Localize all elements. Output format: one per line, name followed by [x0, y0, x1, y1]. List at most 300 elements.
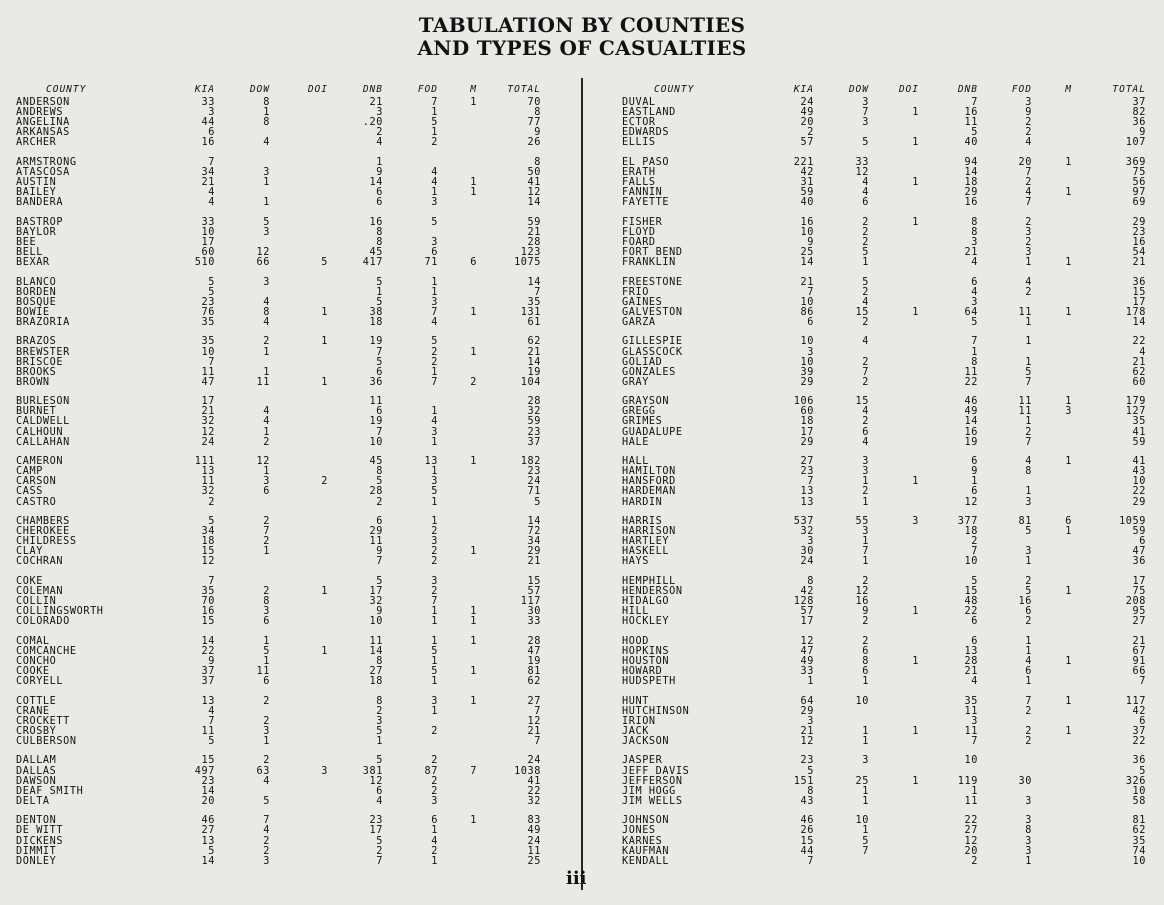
dow-cell: 1 [263, 177, 270, 189]
county-name: JACKSON [622, 735, 670, 747]
dow-cell: 33 [855, 156, 869, 168]
kia-cell: 47 [800, 645, 814, 657]
dnb-cell: 6 [376, 197, 383, 209]
total-cell: 97 [1132, 187, 1146, 199]
kia-cell: 10 [800, 296, 814, 308]
county-group [614, 158, 1154, 208]
kia-cell: 12 [800, 635, 814, 647]
dow-cell: 1 [862, 476, 869, 488]
table-row [614, 158, 1154, 168]
dow-cell: 2 [263, 585, 270, 597]
dnb-cell: 18 [369, 316, 383, 328]
kia-cell: 21 [201, 177, 215, 189]
kia-cell: 221 [793, 156, 814, 168]
dnb-cell: 5 [376, 835, 383, 847]
dow-cell: 1 [862, 676, 869, 688]
kia-cell: 33 [201, 216, 215, 228]
fod-cell: 1 [1025, 855, 1032, 867]
m-cell: 1 [1065, 187, 1072, 199]
total-cell: 208 [1125, 596, 1146, 608]
county-name: CONCHO [16, 655, 57, 667]
table-row [614, 837, 1154, 847]
county-name: GRIMES [622, 416, 663, 428]
dnb-cell: 1 [376, 286, 383, 298]
dnb-cell: 8 [376, 655, 383, 667]
table-row [614, 318, 1154, 328]
county-group [10, 218, 570, 268]
dow-cell: 3 [862, 466, 869, 478]
county-name: BEXAR [16, 257, 50, 269]
dow-cell: 1 [263, 366, 270, 378]
dnb-cell: 4 [376, 137, 383, 149]
total-cell: 10 [1132, 476, 1146, 488]
header-m: M [1065, 84, 1072, 95]
m-cell: 1 [470, 635, 477, 647]
dnb-cell: 10 [964, 755, 978, 767]
doi-cell: 1 [912, 606, 919, 618]
table-row [614, 498, 1154, 508]
county-name: BURLESON [16, 396, 70, 408]
table-row [614, 857, 1154, 867]
right-table [614, 84, 1154, 876]
dnb-cell: 29 [964, 187, 978, 199]
table-row [10, 527, 570, 537]
dow-cell: 3 [263, 855, 270, 867]
dnb-cell: 49 [964, 406, 978, 418]
table-row [10, 188, 570, 198]
fod-cell: 1 [1025, 316, 1032, 328]
kia-cell: 9 [208, 655, 215, 667]
total-cell: 75 [1132, 166, 1146, 178]
kia-cell: 23 [201, 296, 215, 308]
total-cell: 36 [1132, 755, 1146, 767]
table-row [614, 756, 1154, 766]
kia-cell: 22 [201, 645, 215, 657]
total-cell: 21 [527, 346, 541, 358]
kia-cell: 49 [800, 655, 814, 667]
dnb-cell: 3 [376, 715, 383, 727]
dow-cell: 2 [862, 316, 869, 328]
county-name: COLEMAN [16, 585, 64, 597]
dnb-cell: 21 [964, 247, 978, 258]
kia-cell: 64 [800, 695, 814, 707]
county-name: COCHRAN [16, 556, 64, 568]
total-cell: 62 [527, 676, 541, 688]
dow-cell: 25 [855, 775, 869, 787]
table-row [614, 368, 1154, 378]
dow-cell: 4 [862, 406, 869, 418]
dnb-cell: 18 [964, 177, 978, 189]
dow-cell: 16 [855, 596, 869, 608]
dow-cell: 2 [862, 216, 869, 228]
dow-cell: 3 [862, 755, 869, 767]
dnb-cell: 3 [971, 236, 978, 248]
dow-cell: 7 [862, 366, 869, 378]
total-cell: 24 [527, 835, 541, 847]
county-name: BRAZORIA [16, 316, 70, 328]
fod-cell: 5 [431, 486, 438, 498]
kia-cell: 16 [201, 137, 215, 149]
fod-cell: 3 [1025, 546, 1032, 558]
dow-cell: 3 [862, 456, 869, 468]
dow-cell: 2 [263, 755, 270, 767]
table-row [10, 278, 570, 288]
dow-cell: 5 [862, 276, 869, 288]
table-row [10, 168, 570, 178]
dnb-cell: 5 [376, 725, 383, 737]
kia-cell: 13 [800, 486, 814, 498]
total-cell: 81 [1132, 815, 1146, 827]
county-name: COLORADO [16, 616, 70, 628]
county-group [10, 337, 570, 387]
table-row [10, 637, 570, 647]
fod-cell: 1 [1025, 257, 1032, 269]
total-cell: 56 [1132, 177, 1146, 189]
county-name: HEMPHILL [622, 575, 676, 587]
dnb-cell: 28 [369, 486, 383, 498]
doi-cell: 1 [321, 376, 328, 388]
dow-cell: 4 [862, 296, 869, 308]
total-cell: 5 [1139, 765, 1146, 777]
dnb-cell: 14 [964, 416, 978, 428]
kia-cell: 32 [201, 486, 215, 498]
county-group [614, 816, 1154, 866]
m-cell: 6 [470, 257, 477, 269]
dow-cell: 2 [862, 416, 869, 428]
kia-cell: 4 [208, 705, 215, 717]
kia-cell: 18 [201, 536, 215, 548]
dnb-cell: 35 [964, 695, 978, 707]
kia-cell: 39 [800, 366, 814, 378]
dnb-cell: 9 [376, 546, 383, 558]
dow-cell: 63 [256, 765, 270, 777]
dow-cell: 10 [855, 695, 869, 707]
dnb-cell: 5 [376, 755, 383, 767]
table-row [614, 587, 1154, 597]
m-cell: 1 [470, 606, 477, 618]
kia-cell: 31 [800, 177, 814, 189]
fod-cell: 2 [1025, 177, 1032, 189]
total-cell: 62 [527, 336, 541, 348]
table-row [10, 477, 570, 487]
total-cell: 35 [1132, 835, 1146, 847]
table-row [10, 826, 570, 836]
dow-cell: 1 [263, 346, 270, 358]
fod-cell: 3 [431, 795, 438, 807]
county-name: FLOYD [622, 226, 656, 238]
fod-cell: 5 [1025, 526, 1032, 538]
total-cell: 4 [1139, 346, 1146, 358]
kia-cell: 106 [793, 396, 814, 408]
fod-cell: 6 [1025, 606, 1032, 618]
dow-cell: 5 [263, 645, 270, 657]
dow-cell: 8 [263, 97, 270, 108]
table-row [614, 607, 1154, 617]
kia-cell: 34 [201, 526, 215, 538]
total-cell: 131 [520, 306, 541, 318]
fod-cell: 1 [431, 187, 438, 199]
dnb-cell: 11 [369, 536, 383, 548]
total-cell: 82 [1132, 107, 1146, 119]
county-name: AUSTIN [16, 177, 57, 189]
table-row [10, 158, 570, 168]
kia-cell: 44 [800, 845, 814, 857]
dnb-cell: 7 [971, 97, 978, 108]
county-name: HANSFORD [622, 476, 676, 488]
county-name: BELL [16, 247, 43, 258]
dnb-cell: 1 [971, 785, 978, 797]
fod-cell: 2 [431, 755, 438, 767]
dow-cell: 8 [862, 655, 869, 667]
county-name: HASKELL [622, 546, 670, 558]
dnb-cell: 23 [369, 815, 383, 827]
fod-cell: 8 [1025, 825, 1032, 837]
table-row [10, 228, 570, 238]
dnb-cell: 7 [376, 855, 383, 867]
fod-cell: 2 [1025, 575, 1032, 587]
county-name: GAINES [622, 296, 663, 308]
total-cell: 29 [1132, 216, 1146, 228]
total-cell: 59 [527, 416, 541, 428]
dnb-cell: 9 [971, 466, 978, 478]
county-name: CORYELL [16, 676, 64, 688]
dnb-cell: 2 [376, 127, 383, 139]
fod-cell: 7 [1025, 166, 1032, 178]
fod-cell: 11 [1018, 306, 1032, 318]
table-row [10, 697, 570, 707]
total-cell: 28 [527, 635, 541, 647]
kia-cell: 13 [800, 496, 814, 508]
total-cell: 22 [527, 785, 541, 797]
kia-cell: 17 [201, 396, 215, 408]
dow-cell: 2 [263, 715, 270, 727]
table-row [614, 847, 1154, 857]
kia-cell: 27 [800, 456, 814, 468]
kia-cell: 60 [800, 406, 814, 418]
table-row [10, 498, 570, 508]
dnb-cell: 12 [964, 835, 978, 847]
dow-cell: 4 [263, 825, 270, 837]
dow-cell: 4 [263, 316, 270, 328]
kia-cell: 537 [793, 516, 814, 528]
total-cell: 21 [1132, 635, 1146, 647]
fod-cell: 5 [431, 645, 438, 657]
county-name: EL PASO [622, 156, 670, 168]
kia-cell: 15 [201, 616, 215, 628]
fod-cell: 4 [1025, 137, 1032, 149]
m-cell: 1 [470, 346, 477, 358]
kia-cell: 57 [800, 606, 814, 618]
kia-cell: 23 [800, 466, 814, 478]
dnb-cell: 19 [964, 436, 978, 448]
m-cell: 1 [1065, 257, 1072, 269]
kia-cell: 17 [201, 236, 215, 248]
kia-cell: 13 [201, 695, 215, 707]
dnb-cell: 22 [964, 815, 978, 827]
dnb-cell: 7 [971, 735, 978, 747]
fod-cell: 1 [431, 286, 438, 298]
m-cell: 1 [470, 666, 477, 678]
dow-cell: 12 [855, 166, 869, 178]
county-name: BURNET [16, 406, 57, 418]
dow-cell: 2 [263, 536, 270, 548]
county-name: CLAY [16, 546, 43, 558]
kia-cell: 24 [800, 97, 814, 108]
fod-cell: 3 [431, 296, 438, 308]
dnb-cell: 5 [376, 476, 383, 488]
header-kia: KIA [793, 84, 814, 95]
dow-cell: 7 [862, 546, 869, 558]
total-cell: 54 [1132, 247, 1146, 258]
table-row [614, 667, 1154, 677]
total-cell: 29 [1132, 496, 1146, 508]
county-name: CHAMBERS [16, 516, 70, 528]
kia-cell: 37 [201, 676, 215, 688]
fod-cell: 4 [1025, 187, 1032, 199]
fod-cell: 3 [1025, 845, 1032, 857]
doi-cell: 3 [912, 516, 919, 528]
table-row [10, 198, 570, 208]
total-cell: 5 [534, 496, 541, 508]
county-name: ANDERSON [16, 97, 70, 108]
fod-cell: 5 [1025, 585, 1032, 597]
county-name: COOKE [16, 666, 50, 678]
dnb-cell: 28 [964, 655, 978, 667]
kia-cell: 24 [201, 436, 215, 448]
total-cell: 33 [527, 616, 541, 628]
dnb-cell: 29 [369, 526, 383, 538]
dow-cell: 8 [263, 596, 270, 608]
dnb-cell: 7 [376, 556, 383, 568]
total-cell: 107 [1125, 137, 1146, 149]
dow-cell: 3 [862, 117, 869, 129]
table-row [10, 358, 570, 368]
table-row [614, 826, 1154, 836]
fod-cell: 2 [1025, 286, 1032, 298]
dnb-cell: 11 [964, 795, 978, 807]
kia-cell: 5 [807, 765, 814, 777]
fod-cell: 1 [431, 127, 438, 139]
kia-cell: 128 [793, 596, 814, 608]
fod-cell: 1 [1025, 556, 1032, 568]
dnb-cell: 6 [376, 366, 383, 378]
dow-cell: 66 [256, 257, 270, 269]
kia-cell: 20 [800, 117, 814, 129]
county-name: DAWSON [16, 775, 57, 787]
county-name: COMAL [16, 635, 50, 647]
county-name: CALHOUN [16, 426, 64, 438]
dow-cell: 3 [263, 725, 270, 737]
dnb-cell: 11 [964, 725, 978, 737]
fod-cell: 2 [431, 546, 438, 558]
m-cell: 1 [1065, 585, 1072, 597]
fod-cell: 1 [431, 655, 438, 667]
total-cell: 23 [1132, 226, 1146, 238]
fod-cell: 1 [1025, 635, 1032, 647]
county-name: HAYS [622, 556, 649, 568]
total-cell: 8 [534, 107, 541, 119]
kia-cell: 10 [201, 226, 215, 238]
total-cell: 14 [527, 356, 541, 368]
total-cell: 178 [1125, 306, 1146, 318]
total-cell: 12 [527, 187, 541, 199]
fod-cell: 1 [1025, 336, 1032, 348]
fod-cell: 8 [1025, 466, 1032, 478]
kia-cell: 49 [800, 107, 814, 119]
kia-cell: 8 [807, 575, 814, 587]
table-row [10, 547, 570, 557]
total-cell: 15 [527, 575, 541, 587]
county-name: FOARD [622, 236, 656, 248]
county-name: EASTLAND [622, 107, 676, 119]
dow-cell: 2 [263, 835, 270, 847]
kia-cell: 23 [201, 775, 215, 787]
fod-cell: 71 [424, 257, 438, 269]
fod-cell: 6 [431, 815, 438, 827]
kia-cell: 20 [201, 795, 215, 807]
kia-cell: 9 [807, 236, 814, 248]
kia-cell: 3 [807, 536, 814, 548]
dnb-cell: 14 [369, 177, 383, 189]
total-cell: 62 [1132, 366, 1146, 378]
dow-cell: 1 [263, 546, 270, 558]
m-cell: 1 [470, 456, 477, 468]
fod-cell: 4 [431, 166, 438, 178]
doi-cell: 1 [321, 306, 328, 318]
dnb-cell: 16 [964, 426, 978, 438]
county-group [10, 577, 570, 627]
kia-cell: 25 [800, 247, 814, 258]
table-row [614, 547, 1154, 557]
dow-cell: 3 [263, 226, 270, 238]
total-cell: 117 [520, 596, 541, 608]
fod-cell: 7 [431, 596, 438, 608]
kia-cell: 3 [807, 715, 814, 727]
county-name: GLASSCOCK [622, 346, 683, 358]
dnb-cell: 18 [369, 676, 383, 688]
table-header [614, 84, 1154, 98]
table-row [10, 118, 570, 128]
county-name: KENDALL [622, 855, 670, 867]
county-name: CALLAHAN [16, 436, 70, 448]
county-name: GOLIAD [622, 356, 663, 368]
county-name: HARDEMAN [622, 486, 676, 498]
dow-cell: 10 [855, 815, 869, 827]
kia-cell: 76 [201, 306, 215, 318]
table-row [614, 298, 1154, 308]
total-cell: 91 [1132, 655, 1146, 667]
dow-cell: 6 [263, 486, 270, 498]
total-cell: 15 [1132, 286, 1146, 298]
m-cell: 1 [470, 97, 477, 108]
total-cell: 11 [527, 845, 541, 857]
kia-cell: 8 [807, 785, 814, 797]
fod-cell: 1 [1025, 645, 1032, 657]
kia-cell: 35 [201, 585, 215, 597]
county-name: HARDIN [622, 496, 663, 508]
dow-cell: 7 [263, 526, 270, 538]
kia-cell: 10 [800, 226, 814, 238]
table-header [10, 84, 570, 98]
doi-cell: 1 [912, 655, 919, 667]
fod-cell: 3 [1025, 835, 1032, 847]
dnb-cell: .20 [362, 117, 383, 129]
county-name: GRAYSON [622, 396, 670, 408]
county-group [614, 218, 1154, 268]
table-row [614, 397, 1154, 407]
dnb-cell: 13 [964, 645, 978, 657]
total-cell: 62 [1132, 825, 1146, 837]
